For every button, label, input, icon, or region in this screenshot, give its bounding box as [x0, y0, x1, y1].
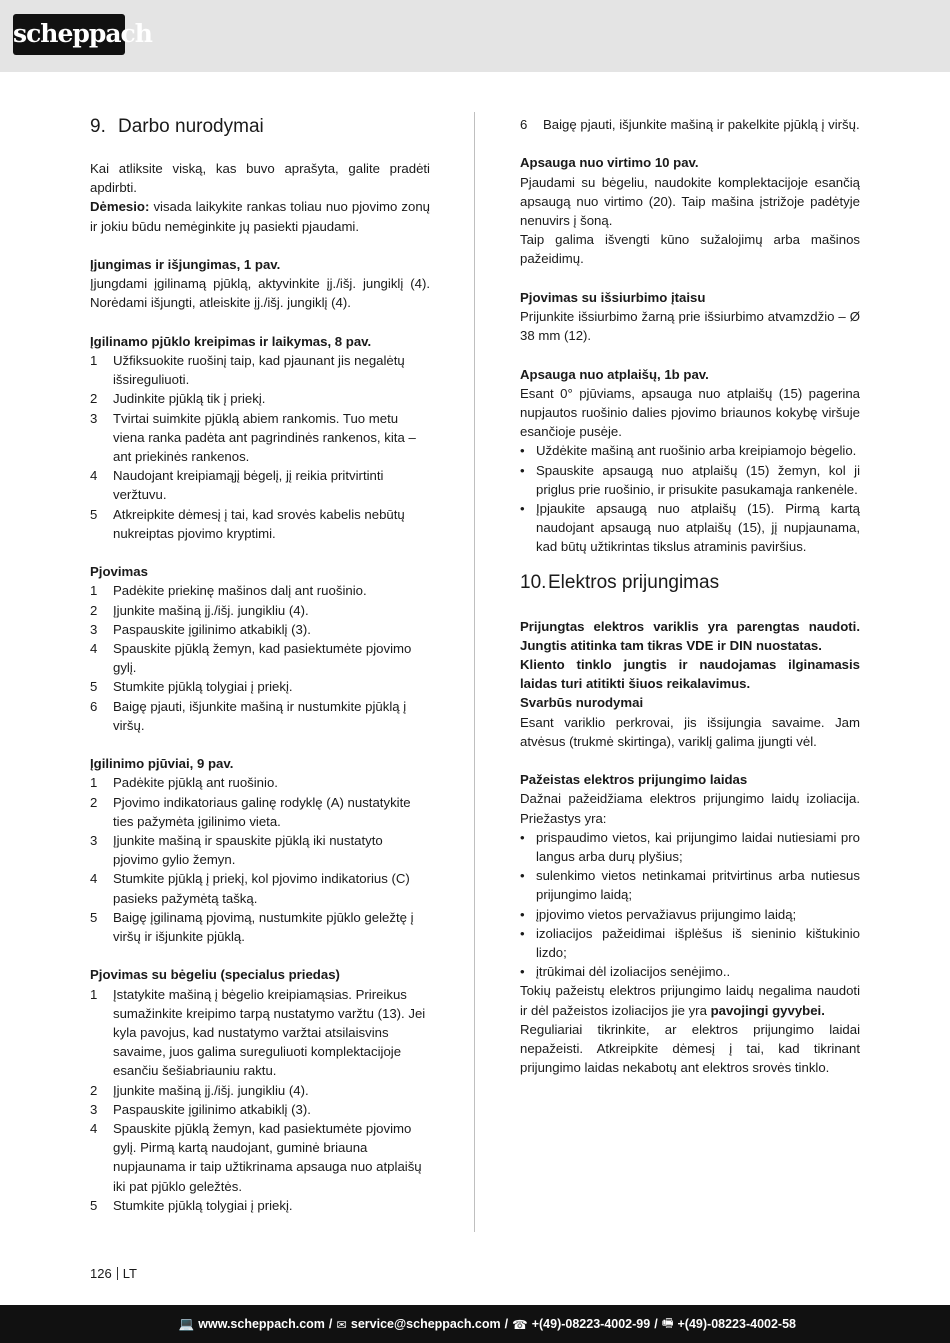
- list-item: 1 Padėkite priekinę mašinos dalį ant ruošinio.: [90, 583, 367, 599]
- list-item: • Įpjaukite apsaugą nuo atplaišų (15). Pirmą kartą naudojant apsaugą nuo atplaišų (15), jį nupjaunama, kad būtų užtikrintas tikslus atraminis paviršius.: [520, 501, 860, 555]
- rail-title: Pjovimas su bėgeliu (specialus priedas): [90, 967, 340, 983]
- list-item: 3 Paspauskite įgilinimo atkabiklį (3).: [90, 1101, 311, 1117]
- page-footer: 💻 www.scheppach.com / ✉ service@scheppach.com / ☎ +(49)-08223-4002-99 / 🖷 +(49)-08223-4002-58: [0, 1305, 950, 1343]
- section-number: 10.: [520, 571, 547, 593]
- cutting-title: Pjovimas: [90, 564, 148, 580]
- list-item: 1 Užfiksuokite ruošinį taip, kad pjaunant jis negalėtų išsireguliuoti.: [90, 353, 405, 388]
- tipping-title: Apsauga nuo virtimo 10 pav.: [520, 155, 699, 171]
- website-link[interactable]: www.scheppach.com: [198, 1317, 325, 1331]
- list-item: • įtrūkimai dėl izoliacijos senėjimo..: [520, 964, 731, 980]
- electrical-bold-note-1: Prijungtas elektros variklis yra parengtas naudoti. Jungtis atitinka tam tikras VDE ir DIN nuostatas.: [520, 618, 860, 653]
- onoff-text: Įjungdami įgilinamą pjūklą, aktyvinkite įj./išj. jungiklį (4). Norėdami išjungti, atleiskite įj./išj. jungiklį (4).: [90, 276, 430, 311]
- list-item: 2 Judinkite pjūklą tik į priekį.: [90, 391, 266, 407]
- page-header: [0, 0, 950, 72]
- right-column: [520, 115, 860, 1077]
- intro-text: Kai atliksite viską, kas buvo aprašyta, galite pradėti apdirbti.: [90, 161, 430, 196]
- tipping-text-2: Taip galima išvengti kūno sužalojimų arba mašinos pažeidimų.: [520, 232, 860, 267]
- onoff-title: Įjungimas ir išjungimas, 1 pav.: [90, 257, 281, 272]
- guide-list: [90, 351, 430, 543]
- list-item: 3 Tvirtai suimkite pjūklą abiem rankomis. Tuo metu viena ranka padėta ant pagrindinės rankenos, kita – ant priekinės rankenos.: [90, 410, 416, 465]
- extraction-title: Pjovimas su išsiurbimo įtaisu: [520, 289, 706, 305]
- splinter-title: Apsauga nuo atplaišų, 1b pav.: [520, 366, 709, 382]
- email-icon: ✉: [336, 1317, 347, 1332]
- guide-title: Įgilinamo pjūklo kreipimas ir laikymas, 8 pav.: [90, 333, 372, 349]
- list-item: 2 Įjunkite mašiną įj./išj. jungikliu (4).: [90, 1082, 309, 1098]
- email-link[interactable]: service@scheppach.com: [350, 1317, 501, 1331]
- section-9-heading: [90, 115, 430, 139]
- extraction-text: Prijunkite išsiurbimo žarną prie išsiurbimo atvamzdžio – Ø 38 mm (12).: [520, 309, 860, 344]
- list-item: 2 Pjovimo indikatoriaus galinę rodyklę (A) nustatykite ties pažymėta įgilinimo vieta.: [90, 794, 411, 829]
- tipping-text-1: Pjaudami su bėgeliu, naudokite komplektacijoje esančią apsaugą nuo virtimo (20). Taip mašina įstrižoje padėtyje nenuvirs į šoną.: [520, 174, 860, 228]
- list-item: • Spauskite apsaugą nuo atplaišų (15) žemyn, kol ji priglus prie ruošinio, ir prisukite pasukamąja rankenėle.: [520, 462, 860, 497]
- splinter-text: Esant 0° pjūviams, apsauga nuo atplaišų (15) pagerina nupjautos ruošinio dalies pjovimo briaunos kokybę viršuje esančioje pusėje.: [520, 385, 860, 440]
- list-item: 6 Baigę pjauti, išjunkite mašiną ir nustumkite pjūklą į viršų.: [90, 698, 407, 733]
- cutting-list: [90, 581, 430, 735]
- list-item: 4 Stumkite pjūklą į priekį, kol pjovimo indikatorius (C) pasieks pažymėtą tašką.: [90, 871, 410, 906]
- scheppach-logo: scheppach: [13, 14, 125, 55]
- column-divider: [474, 112, 475, 1232]
- list-item: 5 Stumkite pjūklą tolygiai į priekį.: [90, 679, 293, 695]
- left-column: [90, 115, 430, 1215]
- section-10-heading: [520, 571, 860, 595]
- splinter-bullets: [520, 441, 860, 556]
- list-item: 3 Įjunkite mašiną ir spauskite pjūklą iki nustatyto pjovimo gylio žemyn.: [90, 833, 383, 868]
- page-number: 126 LT: [90, 1266, 137, 1281]
- list-item: 4 Spauskite pjūklą žemyn, kad pasiektumėte pjovimo gylį.: [90, 641, 412, 676]
- list-item: 3 Paspauskite įgilinimo atkabiklį (3).: [90, 621, 311, 637]
- list-item: • prispaudimo vietos, kai prijungimo laidai nutiesiami pro langus arba durų plyšius;: [520, 829, 860, 865]
- damaged-bullets: [520, 828, 860, 982]
- list-item: 5 Atkreipkite dėmesį į tai, kad srovės kabelis nebūtų nukreiptas pjovimo kryptimi.: [90, 506, 405, 541]
- list-item: 1 Įstatykite mašiną į bėgelio kreipiamąsias. Prireikus sumažinkite kreipimo tarpą nustatymo varžtu (13). Jei kyla pavojus, kad nustatymo varžtai atsilaisvins savaime, juos galima sureguliuoti komplektacijoje esančiu šešiabriauniu raktu.: [90, 986, 426, 1079]
- important-text: Esant variklio perkrovai, jis išsijungia savaime. Jam atvėsus (trukmė skirtinga), variklį galima įjungti vėl.: [520, 714, 860, 749]
- list-item: 6 Baigę pjauti, išjunkite mašiną ir pakelkite pjūklą į viršų.: [520, 117, 860, 132]
- damaged-title: Pažeistas elektros prijungimo laidas: [520, 772, 748, 788]
- electrical-bold-note-2: Kliento tinklo jungtis ir naudojamas ilginamasis laidas turi atitikti šiuos reikalavimus.: [520, 657, 860, 692]
- list-item: 4 Naudojant kreipiamąjį bėgelį, jį reikia pritvirtinti veržtuvu.: [90, 468, 384, 503]
- important-title: Svarbūs nurodymai: [520, 695, 644, 711]
- list-item: 5 Baigę įgilinamą pjovimą, nustumkite pjūklo geležtę į viršų ir išjunkite pjūklą.: [90, 909, 414, 945]
- section-title: Elektros prijungimas: [548, 571, 720, 593]
- list-item: 2 Įjunkite mašiną įj./išj. jungikliu (4).: [90, 602, 309, 618]
- rail-list: [90, 985, 430, 1215]
- list-item: • Uždėkite mašiną ant ruošinio arba kreipiamojo bėgelio.: [520, 443, 857, 459]
- section-number: 9.: [90, 116, 106, 137]
- list-item: 4 Spauskite pjūklą žemyn, kad pasiektumėte pjovimo gylį. Pirmą kartą naudojant, guminė briauna nupjaunama ir taip užtikrinama apsauga nuo atplaišų iki pat pjūklo geležtės.: [90, 1121, 422, 1194]
- computer-icon: 💻: [178, 1316, 195, 1331]
- damaged-text: Dažnai pažeidžiama elektros prijungimo laidų izoliacija. Priežastys yra:: [520, 791, 860, 826]
- fax-icon: 🖷: [661, 1315, 674, 1330]
- list-item: 1 Padėkite pjūklą ant ruošinio.: [90, 775, 278, 791]
- list-item: 5 Stumkite pjūklą tolygiai į priekį.: [90, 1197, 293, 1213]
- rail-list-continued: [520, 115, 860, 134]
- fax-number: +(49)-08223-4002-58: [677, 1317, 796, 1331]
- phone-icon: ☎: [512, 1317, 528, 1332]
- section-title: Darbo nurodymai: [118, 116, 264, 137]
- warning-text: visada laikykite rankas toliau nuo pjovimo zonų ir jokiu būdu nemėginkite jų pasiekti pjaudami.: [90, 199, 430, 234]
- list-item: • izoliacijos pažeidimai išplėšus iš sieninio kištukinio lizdo;: [520, 925, 860, 961]
- check-text: Reguliariai tikrinkite, ar elektros prijungimo laidai nepažeisti. Atkreipkite dėmesį į tai, kad tikrinant prijungimo laidas nekabotų ant elektros srovės tinklo.: [520, 1021, 860, 1076]
- warning-label: Dėmesio:: [90, 199, 150, 215]
- plunge-list: [90, 773, 430, 946]
- phone-number: +(49)-08223-4002-99: [531, 1317, 651, 1331]
- warning-paragraph: [90, 197, 430, 235]
- list-item: • įpjovimo vietos pervažiavus prijungimo laidą;: [520, 906, 797, 922]
- danger-paragraph: Tokių pažeistų elektros prijungimo laidų negalima naudoti ir dėl pažeistos izoliacijos jie yra pavojingi gyvybei.: [520, 983, 860, 1018]
- list-item: • sulenkimo vietos netinkamai pritvirtinus arba nutiesus prijungimo laidą;: [520, 868, 860, 903]
- plunge-title: Įgilinimo pjūviai, 9 pav.: [90, 756, 234, 772]
